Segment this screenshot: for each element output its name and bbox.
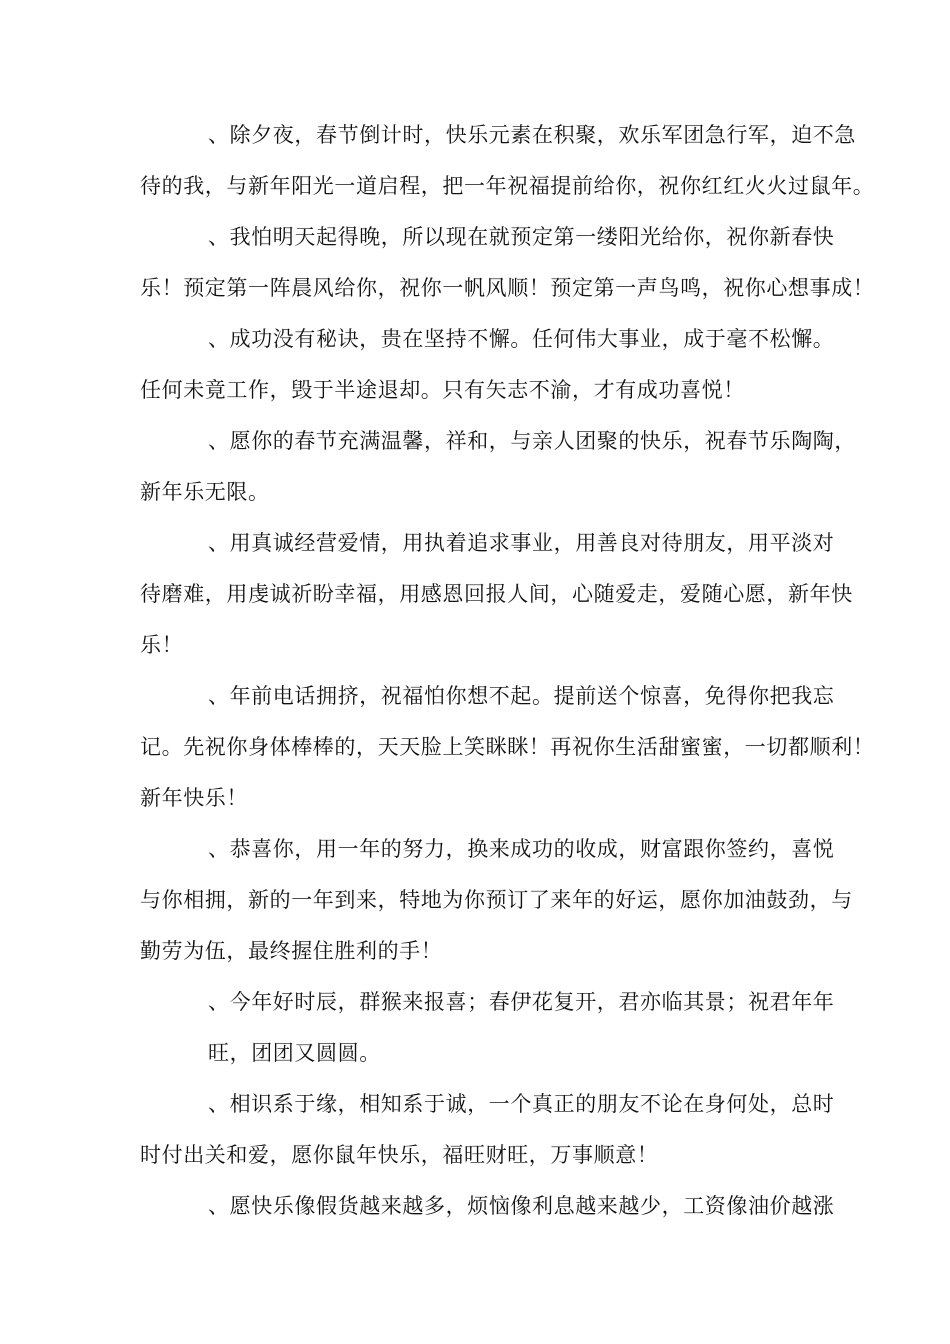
paragraph-1-line-2: 待的我，与新年阳光一道启程，把一年祝福提前给你，祝你红红火火过鼠年。 [140,174,875,198]
paragraph-7-line-2: 与你相拥，新的一年到来，特地为你预订了来年的好运，愿你加油鼓劲，与 [140,888,853,912]
paragraph-7-line-1: 、恭喜你，用一年的努力，换来成功的收成，财富跟你签约，喜悦 [208,837,835,861]
paragraph-5-line-3: 乐！ [140,633,184,657]
paragraph-2-line-2: 乐！预定第一阵晨风给你，祝你一帆风顺！预定第一声鸟鸣，祝你心想事成！ [140,276,875,300]
paragraph-9-line-2: 时付出关和爱，愿你鼠年快乐，福旺财旺，万事顺意！ [140,1143,659,1167]
paragraph-7-line-3: 勤劳为伍，最终握住胜利的手！ [140,939,443,963]
paragraph-4-line-2: 新年乐无限。 [140,480,270,504]
paragraph-6-line-1: 、年前电话拥挤，祝福怕你想不起。提前送个惊喜，免得你把我忘 [208,684,835,708]
paragraph-4-line-1: 、愿你的春节充满温馨，祥和，与亲人团聚的快乐，祝春节乐陶陶， [208,429,856,453]
paragraph-9-line-1: 、相识系于缘，相知系于诚，一个真正的朋友不论在身何处，总时 [208,1092,835,1116]
paragraph-6-line-2: 记。先祝你身体棒棒的，天天脸上笑眯眯！再祝你生活甜蜜蜜，一切都顺利！ [140,735,875,759]
paragraph-10-line-1: 、愿快乐像假货越来越多，烦恼像利息越来越少，工资像油价越涨 [208,1194,835,1218]
paragraph-8-line-1: 、今年好时辰，群猴来报喜；春伊花复开，君亦临其景；祝君年年 [208,990,835,1014]
paragraph-3-line-2: 任何未竟工作，毁于半途退却。只有矢志不渝，才有成功喜悦！ [140,378,745,402]
paragraph-8-line-2: 旺，团团又圆圆。 [208,1041,381,1065]
paragraph-1-line-1: 、除夕夜，春节倒计时，快乐元素在积聚，欢乐军团急行军，迫不急 [208,123,856,147]
paragraph-3-line-1: 、成功没有秘诀，贵在坚持不懈。任何伟大事业，成于毫不松懈。 [208,327,835,351]
paragraph-5-line-2: 待磨难，用虔诚祈盼幸福，用感恩回报人间，心随爱走，爱随心愿，新年快 [140,582,853,606]
paragraph-6-line-3: 新年快乐！ [140,786,248,810]
paragraph-2-line-1: 、我怕明天起得晚，所以现在就预定第一缕阳光给你，祝你新春快 [208,225,835,249]
paragraph-5-line-1: 、用真诚经营爱情，用执着追求事业，用善良对待朋友，用平淡对 [208,531,835,555]
